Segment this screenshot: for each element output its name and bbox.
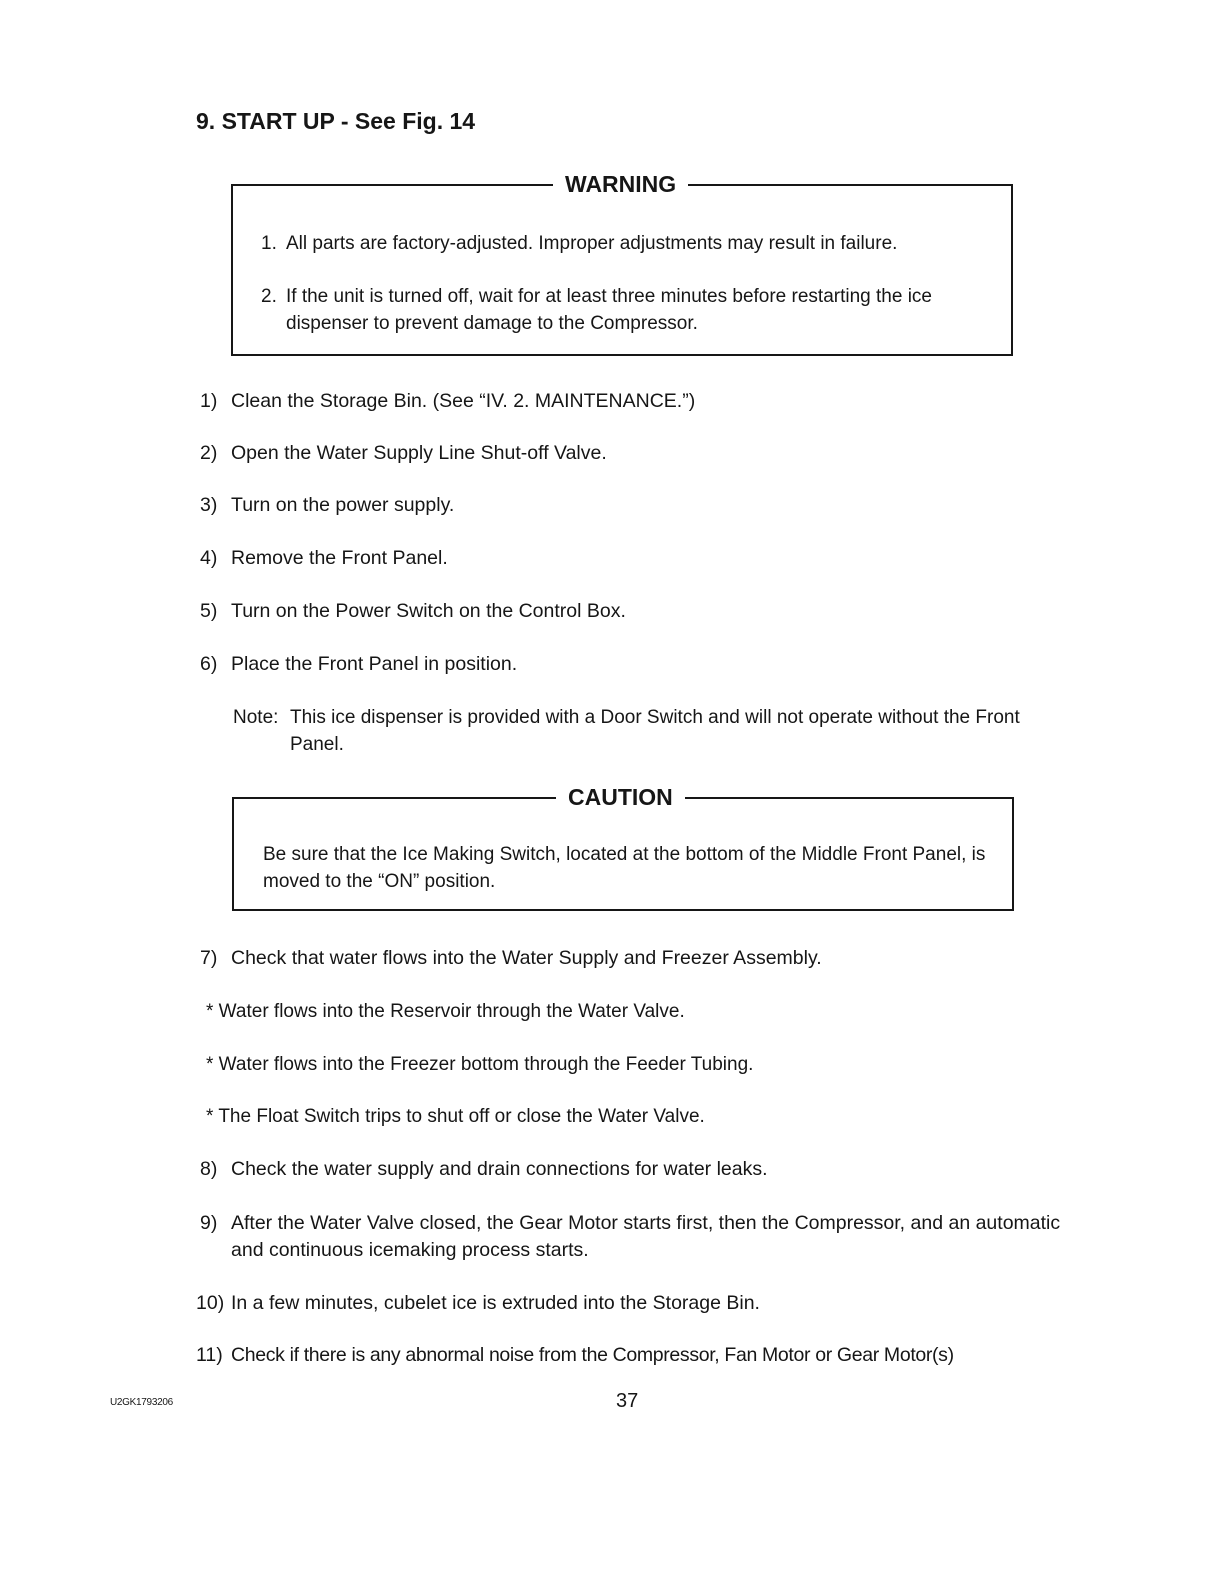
bullet-item: * Water flows into the Freezer bottom through the Feeder Tubing. <box>206 1054 754 1075</box>
step-item <box>200 1156 1070 1183</box>
bullet-item: * The Float Switch trips to shut off or close the Water Valve. <box>206 1106 705 1127</box>
step-number: 6) <box>200 653 218 675</box>
step-number: 3) <box>200 494 218 516</box>
step-item <box>200 545 1070 572</box>
caution-title: CAUTION <box>556 784 685 810</box>
step-text: Turn on the Power Switch on the Control Box. <box>231 600 626 622</box>
step-number: 4) <box>200 547 218 569</box>
step-number: 10) <box>196 1292 225 1314</box>
step-item <box>200 388 1070 415</box>
step-item <box>196 1290 1066 1317</box>
step-item <box>200 651 1070 678</box>
warning-item-text: All parts are factory-adjusted. Improper adjustments may result in failure. <box>286 233 898 254</box>
note-label: Note: <box>233 707 279 728</box>
step-item <box>200 440 1070 467</box>
warning-item-number: 1. <box>261 233 277 254</box>
step-text: In a few minutes, cubelet ice is extruded into the Storage Bin. <box>231 1292 760 1314</box>
step-number: 11) <box>196 1344 223 1366</box>
step-text: Check if there is any abnormal noise from the Compressor, Fan Motor or Gear Motor(s) <box>231 1344 954 1366</box>
step-text: Place the Front Panel in position. <box>231 653 518 675</box>
warning-title: WARNING <box>553 171 688 197</box>
step-text: Check that water flows into the Water Supply and Freezer Assembly. <box>231 947 822 969</box>
step-text: Remove the Front Panel. <box>231 547 448 569</box>
note <box>233 704 1073 758</box>
step-number: 1) <box>200 390 218 412</box>
step-text: Open the Water Supply Line Shut-off Valve. <box>231 442 607 464</box>
step-number: 9) <box>200 1212 218 1234</box>
step-text: Clean the Storage Bin. (See “IV. 2. MAINTENANCE.”) <box>231 390 696 412</box>
caution-box <box>232 784 1014 911</box>
step-item <box>200 1210 1070 1264</box>
warning-item <box>261 283 997 337</box>
step-text: After the Water Valve closed, the Gear Motor starts first, then the Compressor, and an automatic and continuous icemaking process starts. <box>231 1212 1061 1261</box>
step-number: 8) <box>200 1158 218 1180</box>
bullet-item: * Water flows into the Reservoir through the Water Valve. <box>206 1001 685 1022</box>
warning-box <box>231 171 1013 356</box>
document-code: U2GK1793206 <box>110 1397 173 1408</box>
step-text: Check the water supply and drain connections for water leaks. <box>231 1158 768 1180</box>
step-text: Turn on the power supply. <box>231 494 455 516</box>
step-item <box>200 945 1070 972</box>
section-heading: 9. START UP - See Fig. 14 <box>196 108 476 134</box>
note-text: This ice dispenser is provided with a Door Switch and will not operate without the Front Panel. <box>290 707 1020 755</box>
warning-item-text: If the unit is turned off, wait for at least three minutes before restarting the ice dispenser to prevent damage to the Compressor. <box>286 286 932 334</box>
caution-text: Be sure that the Ice Making Switch, located at the bottom of the Middle Front Panel, is moved to the “ON” position. <box>263 844 986 892</box>
step-item <box>200 598 1070 625</box>
warning-item-number: 2. <box>261 286 277 307</box>
step-item <box>200 492 1070 519</box>
step-number: 2) <box>200 442 218 464</box>
step-number: 7) <box>200 947 218 969</box>
page-number: 37 <box>616 1390 639 1412</box>
step-item <box>196 1342 1076 1369</box>
step-number: 5) <box>200 600 218 622</box>
warning-item <box>261 230 997 257</box>
